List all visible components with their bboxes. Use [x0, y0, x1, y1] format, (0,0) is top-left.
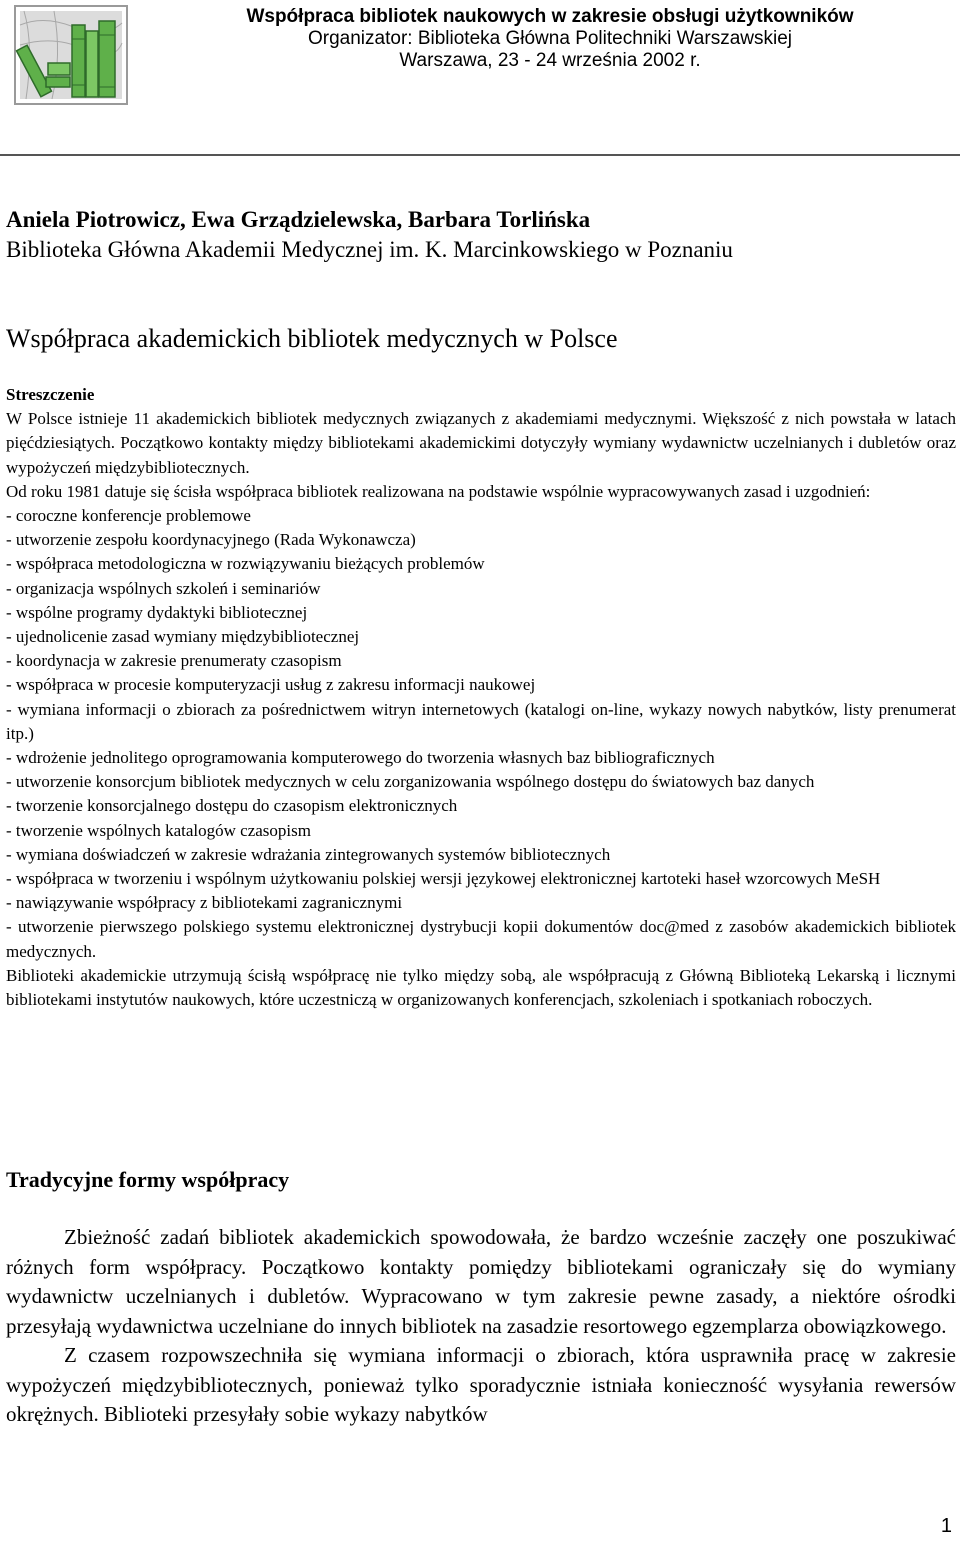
- list-item: - coroczne konferencje problemowe: [6, 506, 251, 526]
- list-item: - wspólne programy dydaktyki bibliotecznej: [6, 602, 308, 622]
- section-heading: Tradycyjne formy współpracy: [6, 1167, 290, 1192]
- list-item: - nawiązywanie współpracy z bibliotekami zagranicznymi: [6, 893, 403, 913]
- list-item: - tworzenie konsorcjalnego dostępu do czasopism elektronicznych: [6, 796, 458, 816]
- list-item: - współpraca w tworzeniu i wspólnym użytkowaniu polskiej wersji językowej elektronicznej kartoteki haseł wzorcowych MeSH: [6, 869, 881, 889]
- paper-title: Współpraca akademickich bibliotek medycznych w Polsce: [6, 324, 618, 353]
- header-divider: [0, 154, 960, 156]
- list-item: - utworzenie pierwszego polskiego systemu elektronicznej dystrybucji kopii dokumentów doc@med z zasobów akademickich bibliotek medycznych.: [6, 917, 956, 961]
- abstract-paragraph: W Polsce istnieje 11 akademickich bibliotek medycznych związanych z akademiami medycznymi. Większość z nich powstała w latach pięćdziesiątych. Początkowo kontakty między bibliotekami akademickimi dotyczyły wymiany wydawnictw uczelnianych i dubletów oraz wypożyczeń międzybibliotecznych.: [6, 409, 956, 477]
- list-item: - wdrożenie jednolitego oprogramowania komputerowego do tworzenia własnych baz bibliograficznych: [6, 748, 715, 768]
- cooperation-list: [6, 504, 956, 964]
- page-number: 1: [940, 1515, 952, 1537]
- list-item: - utworzenie zespołu koordynacyjnego (Rada Wykonawcza): [6, 530, 416, 550]
- list-item: - tworzenie wspólnych katalogów czasopism: [6, 820, 311, 840]
- list-item: - wymiana informacji o zbiorach za pośrednictwem witryn internetowych (katalogi on-line, wykazy nowych nabytków, listy prenumerat itp.): [6, 699, 956, 743]
- affiliation: Biblioteka Główna Akademii Medycznej im. K. Marcinkowskiego w Poznaniu: [6, 237, 733, 262]
- abstract-paragraph: Biblioteki akademickie utrzymują ścisłą współpracę nie tylko między sobą, ale współpracują z Główną Biblioteką Lekarską i licznymi bibliotekami instytutów naukowych, które uczestniczą w organizowanych konferencjach, szkoleniach i spotkaniach roboczych.: [6, 965, 956, 1010]
- list-item: - koordynacja w zakresie prenumeraty czasopism: [6, 651, 342, 671]
- abstract-heading: Streszczenie: [6, 385, 95, 404]
- list-item: - wymiana doświadczeń w zakresie wdrażania zintegrowanych systemów bibliotecznych: [6, 844, 611, 864]
- list-item: - utworzenie konsorcjum bibliotek medycznych w celu zorganizowania wspólnego dostępu do światowych baz danych: [6, 772, 815, 792]
- conference-logo: [14, 5, 128, 105]
- books-logo-icon: [14, 5, 128, 105]
- conference-organizer: Organizator: Biblioteka Główna Politechniki Warszawskiej: [308, 28, 792, 49]
- list-item: - współpraca metodologiczna w rozwiązywaniu bieżących problemów: [6, 554, 485, 574]
- body-paragraph: Zbieżność zadań bibliotek akademickich spowodowała, że bardzo wcześnie zaczęły one poszukiwać różnych form współpracy. Początkowo kontakty pomiędzy bibliotekami ograniczały się do wymiany wydawnictw uczelnianych i dubletów. Wypracowano w tym zakresie pewne zasady, a niektóre ośrodki przesyłają wydawnictwa uczelniane do innych bibliotek na zasadzie resortowego egzemplarza obowiązkowego.: [6, 1225, 956, 1338]
- section-body: [6, 1223, 956, 1430]
- conference-date: Warszawa, 23 - 24 września 2002 r.: [399, 50, 701, 71]
- body-paragraph: Z czasem rozpowszechniła się wymiana informacji o zbiorach, która usprawniła pracę w zakresie wypożyczeń międzybibliotecznych, ponieważ tylko sporadycznie istniała konieczność wysyłania rewersów okrężnych. Biblioteki przesyłały sobie wykazy nabytków: [6, 1343, 956, 1426]
- list-item: - ujednolicenie zasad wymiany międzybibliotecznej: [6, 627, 360, 647]
- authors: Aniela Piotrowicz, Ewa Grządzielewska, Barbara Torlińska: [6, 207, 591, 232]
- conference-title: Współpraca bibliotek naukowych w zakresie obsługi użytkowników: [246, 6, 854, 27]
- list-item: - współpraca w procesie komputeryzacji usług z zakresu informacji naukowej: [6, 675, 536, 695]
- list-item: - organizacja wspólnych szkoleń i seminariów: [6, 578, 321, 598]
- abstract: [6, 383, 956, 1012]
- abstract-paragraph: Od roku 1981 datuje się ścisła współpraca bibliotek realizowana na podstawie wspólnie wypracowywanych zasad i uzgodnień:: [6, 481, 871, 501]
- conference-header: [150, 6, 950, 72]
